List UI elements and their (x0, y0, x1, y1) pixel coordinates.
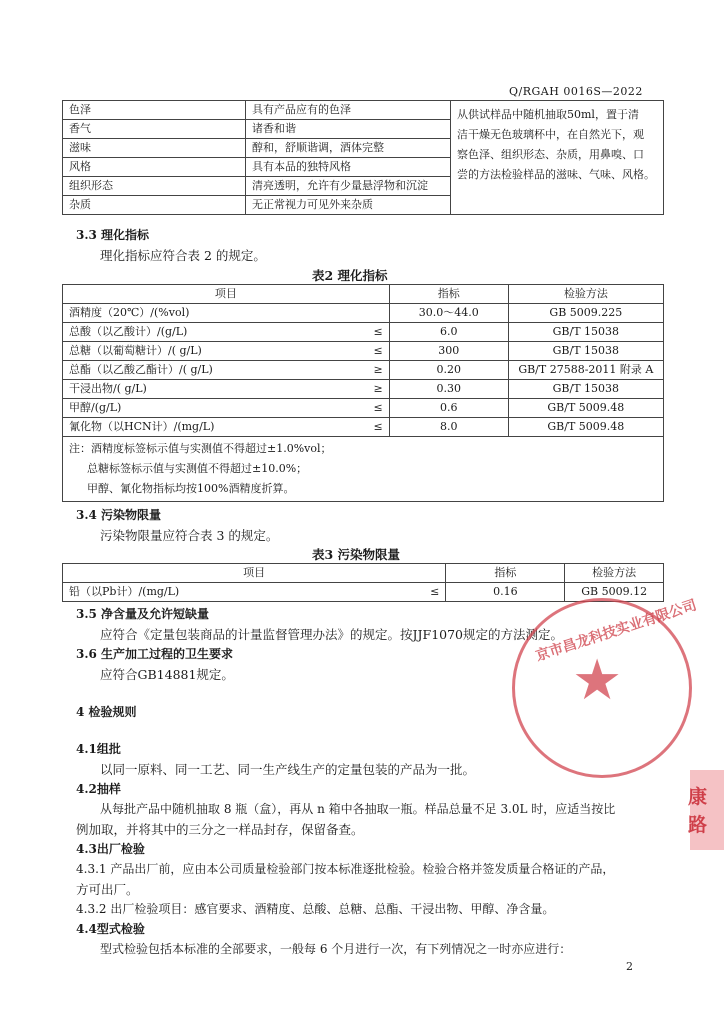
section-3-4-text: 污染物限量应符合表 3 的规定。 (100, 528, 279, 543)
section-4-title: 4 检验规则 (76, 705, 137, 719)
section-4-4-title: 4.4型式检验 (76, 922, 145, 936)
value-cell: 300 (389, 342, 508, 361)
value-cell: 0.20 (389, 361, 508, 380)
table2-caption: 表2 理化指标 (312, 268, 388, 283)
table-row (63, 361, 664, 380)
method-cell: GB/T 27588-2011 附录 A (508, 361, 663, 380)
item-cell: 总酸（以乙酸计）/(g/L) (63, 323, 357, 342)
section-4-3-1-line2: 方可出厂。 (76, 882, 139, 897)
method-cell: GB/T 5009.48 (508, 418, 663, 437)
table-cell: 具有产品应有的色泽 (246, 101, 451, 120)
section-3-3-text: 理化指标应符合表 2 的规定。 (100, 248, 266, 263)
header-cell: 指标 (389, 285, 508, 304)
section-3-6-title: 3.6 生产加工过程的卫生要求 (76, 647, 234, 661)
symbol-cell: ≤ (357, 418, 390, 437)
value-cell: 30.0～44.0 (389, 304, 508, 323)
symbol-cell: ≤ (357, 323, 390, 342)
table-row (63, 380, 664, 399)
table-cell: 具有本品的独特风格 (246, 158, 451, 177)
table-cell: 诸香和谐 (246, 120, 451, 139)
section-3-5-title: 3.5 净含量及允许短缺量 (76, 607, 210, 621)
value-cell: 6.0 (389, 323, 508, 342)
item-cell: 甲醇/(g/L) (63, 399, 357, 418)
table-row (63, 418, 664, 437)
value-cell: 0.16 (446, 583, 565, 602)
table-cell: 杂质 (63, 196, 246, 215)
section-4-3-1-line1: 4.3.1 产品出厂前，应由本公司质量检验部门按本标准逐批检验。检验合格并签发质量合格证的产品， (76, 862, 615, 876)
item-cell: 酒精度（20℃）/(%vol) (63, 304, 357, 323)
symbol-cell: ≤ (413, 583, 446, 602)
value-cell: 8.0 (389, 418, 508, 437)
notes-cell (63, 437, 664, 502)
item-cell: 氰化物（以HCN计）/(mg/L) (63, 418, 357, 437)
section-4-4-text: 型式检验包括本标准的全部要求，一般每 6 个月进行一次，有下列情况之一时亦应进行： (100, 942, 572, 956)
edge-seal-line2: 路 (688, 814, 708, 836)
table-row (63, 399, 664, 418)
section-4-2-title: 4.2抽样 (76, 782, 121, 796)
section-4-1-title: 4.1组批 (76, 742, 121, 756)
table-row (63, 101, 664, 120)
page-number: 2 (626, 960, 633, 973)
header-cell: 检验方法 (508, 285, 663, 304)
table-cell: 风格 (63, 158, 246, 177)
table-row (63, 323, 664, 342)
note-line: 总糖标签标示值与实测值不得超过±10.0%； (87, 462, 308, 475)
edge-seal-line1: 康 (688, 786, 708, 808)
table-cell: 清亮透明，允许有少量悬浮物和沉淀 (246, 177, 451, 196)
symbol-cell: ≥ (357, 361, 390, 380)
symbol-cell: ≥ (357, 380, 390, 399)
section-3-6-text: 应符合GB14881规定。 (100, 667, 234, 682)
table-header-row (63, 285, 664, 304)
table-cell: 色泽 (63, 101, 246, 120)
table-cell: 组织形态 (63, 177, 246, 196)
header-cell: 指标 (446, 564, 565, 583)
section-4-2-line1: 从每批产品中随机抽取 8 瓶（盒），再从 n 箱中各抽取一瓶。样品总量不足 3.0L 时，应适当按比 (100, 802, 616, 816)
section-4-3-title: 4.3出厂检验 (76, 842, 145, 856)
method-cell: GB/T 15038 (508, 342, 663, 361)
note-line: 甲醇、氰化物指标均按100%酒精度折算。 (87, 482, 295, 495)
method-line: 尝的方法检验样品的滋味、气味、风格。 (457, 168, 655, 181)
header-cell: 检验方法 (565, 564, 664, 583)
header-cell: 项目 (63, 564, 446, 583)
section-3-3-title: 3.3 理化指标 (76, 228, 150, 242)
table-row (63, 342, 664, 361)
section-3-4-title: 3.4 污染物限量 (76, 508, 162, 522)
sensory-table (62, 100, 664, 215)
table-cell: 滋味 (63, 139, 246, 158)
method-cell (451, 101, 664, 215)
table-row (63, 583, 664, 602)
seal-text: 京市昌龙科技实业有限公司 (533, 597, 699, 665)
method-cell: GB/T 15038 (508, 323, 663, 342)
note-line: 注：酒精度标签标示值与实测值不得超过±1.0%vol； (69, 442, 332, 455)
method-cell: GB 5009.225 (508, 304, 663, 323)
table-row (63, 304, 664, 323)
item-cell: 干浸出物/( g/L) (63, 380, 357, 399)
section-4-3-2: 4.3.2 出厂检验项目：感官要求、酒精度、总酸、总糖、总酯、干浸出物、甲醇、净含量。 (76, 902, 555, 916)
doc-code: Q/RGAH 0016S—2022 (509, 85, 643, 98)
section-3-5-text: 应符合《定量包装商品的计量监督管理办法》的规定。按JJF1070规定的方法测定。 (100, 627, 564, 642)
section-4-2-line2: 例加取，并将其中的三分之一样品封存，保留备查。 (76, 822, 364, 837)
table-cell: 醇和，舒顺谐调，酒体完整 (246, 139, 451, 158)
item-cell: 铅（以Pb计）/(mg/L) (63, 583, 414, 602)
method-cell: GB 5009.12 (565, 583, 664, 602)
table3-caption: 表3 污染物限量 (312, 547, 401, 562)
table-cell: 香气 (63, 120, 246, 139)
method-line: 洁干燥无色玻璃杯中，在自然光下，观 (457, 128, 644, 141)
method-cell: GB/T 5009.48 (508, 399, 663, 418)
method-cell: GB/T 15038 (508, 380, 663, 399)
table3 (62, 563, 664, 602)
table-header-row (63, 564, 664, 583)
value-cell: 0.30 (389, 380, 508, 399)
method-line: 察色泽、组织形态、杂质，用鼻嗅、口 (457, 148, 644, 161)
symbol-cell: ≤ (357, 342, 390, 361)
table-cell: 无正常视力可见外来杂质 (246, 196, 451, 215)
table2 (62, 284, 664, 502)
header-cell: 项目 (63, 285, 390, 304)
method-line: 从供试样品中随机抽取50ml，置于清 (457, 108, 639, 121)
symbol-cell: ≤ (357, 399, 390, 418)
value-cell: 0.6 (389, 399, 508, 418)
symbol-cell (357, 304, 390, 323)
seal-star-icon: ★ (572, 648, 623, 713)
section-4-1-text: 以同一原料、同一工艺、同一生产线生产的定量包装的产品为一批。 (100, 762, 476, 777)
table-notes-row (63, 437, 664, 502)
item-cell: 总糖（以葡萄糖计）/( g/L) (63, 342, 357, 361)
item-cell: 总酯（以乙酸乙酯计）/( g/L) (63, 361, 357, 380)
